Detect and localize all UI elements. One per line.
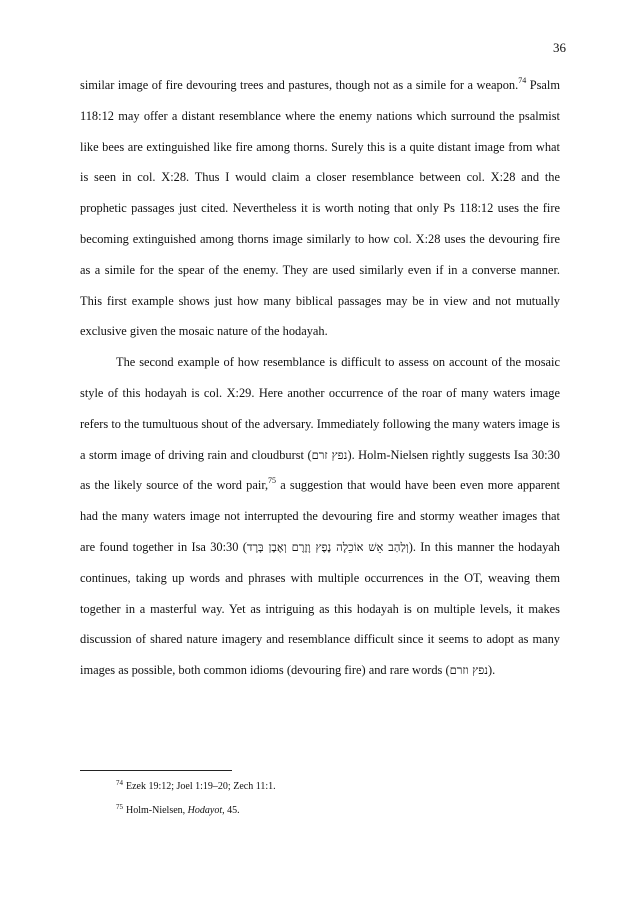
footnote-number: 74 [116, 779, 123, 787]
hebrew-text: נפץ וזרם [449, 663, 488, 678]
body-text [80, 70, 560, 686]
footnote-reference[interactable]: 74 [518, 76, 527, 85]
text-run: , 45. [222, 805, 240, 816]
footnote-number: 75 [116, 803, 123, 811]
text-run: a suggestion that would have been even more apparent had the many waters image not interrupted the devouring fire and stormy weather images that are found together in Isa 30:30 ( [80, 478, 560, 554]
page-number: 36 [553, 40, 566, 55]
paragraph [80, 347, 560, 686]
text-run: ). [487, 663, 496, 678]
footnote [116, 775, 566, 799]
text-run: ). Holm-Nielsen rightly suggests Isa 30:30 as the likely source of the word pair, [80, 447, 560, 493]
italic-title: Hodayot [187, 805, 223, 816]
footnote-reference[interactable]: 75 [268, 476, 277, 486]
hebrew-text: וְלַהַב אֵשׁ אוֹכֵלָה נֶפֶץ וָזֶרֶם וְאֶבֶן בָּרָד [246, 539, 409, 554]
footnotes [116, 775, 566, 823]
text-run: Holm-Nielsen, [126, 805, 188, 816]
text-run: Psalm 118:12 may offer a distant resemblance where the enemy nations which surround the psalmist like bees are extinguished like fire among thorns. Surely this is a quite distant image from what is seen in col. X:28. Thus I would claim a closer resemblance between col. X:28 and the prophetic passages just cited. Nevertheless it is worth noting that only Ps 118:12 uses the fire becoming extinguished among thorns image similarly to how col. X:28 uses the devouring fire as a simile for the spear of the enemy. They are used similarly even if in a converse manner. This first example shows just how many biblical passages may be in view and not mutually exclusive given the mosaic nature of the hodayah. [80, 78, 561, 339]
footnote [116, 799, 566, 823]
text-run: Ezek 19:12; Joel 1:19–20; Zech 11:1. [126, 781, 276, 792]
text-run: similar image of fire devouring trees and pastures, though not as a simile for a weapon. [80, 78, 519, 92]
text-run: ). In this manner the hodayah continues, taking up words and phrases with multiple occurrences in the OT, weaving them together in a masterful way. Yet as intriguing as this hodayah is on multiple levels, it makes discussion of shared nature imagery and resemblance difficult since it seems to adopt as many images as possible, both common idioms (devouring fire) and rare words ( [80, 539, 560, 678]
footnote-separator [80, 770, 232, 771]
paragraph [80, 70, 560, 347]
text-run: The second example of how resemblance is difficult to assess on account of the mosaic style of this hodayah is col. X:29. Here another occurrence of the roar of many waters image refers to the tumultuous shout of the adversary. Immediately following the many waters image is a storm image of driving rain and cloudburst ( [80, 355, 560, 462]
hebrew-text: נפץ זרם [311, 447, 348, 462]
